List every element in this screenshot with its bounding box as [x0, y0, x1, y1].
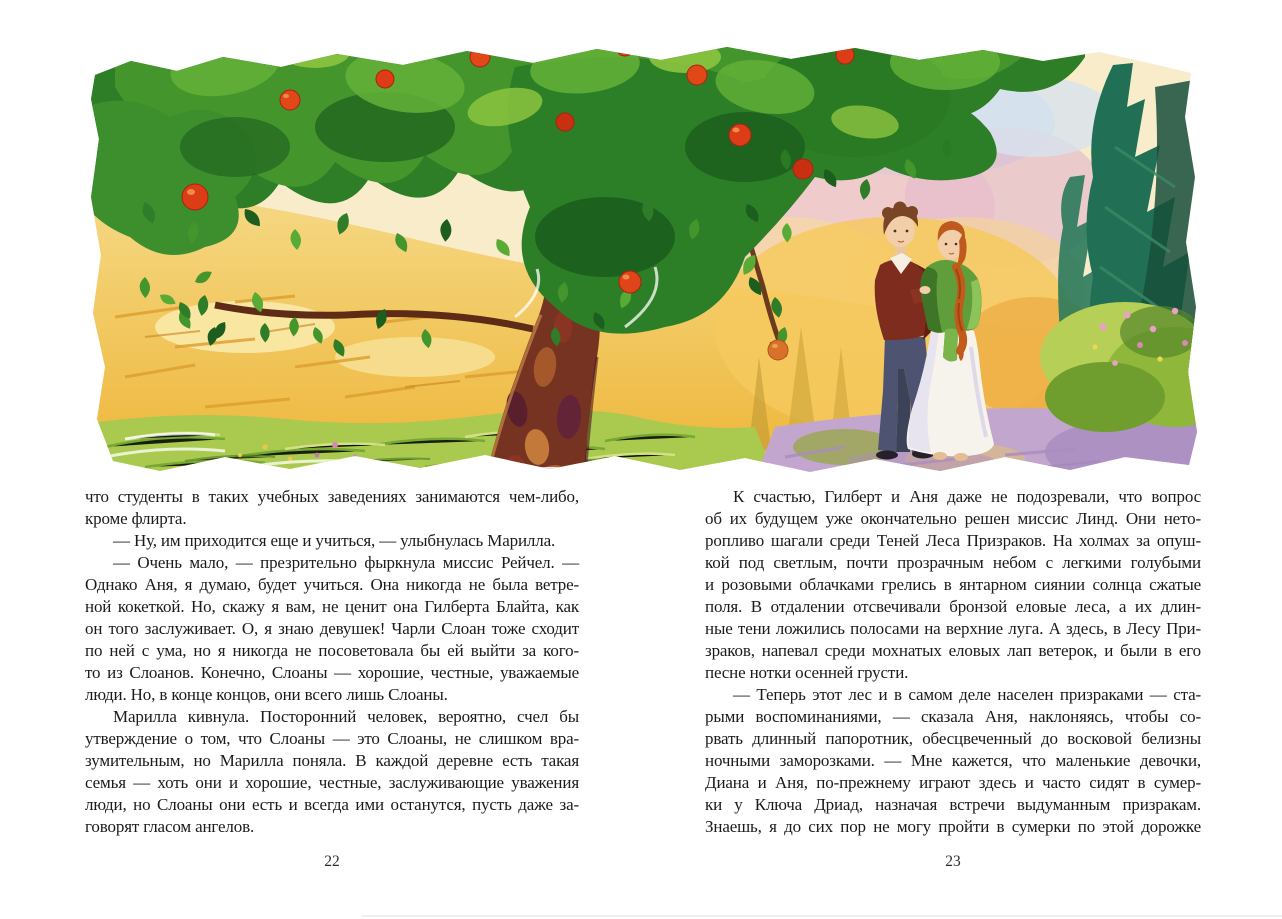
- text-line: Знаешь, я до сих пор не могу пройти в сумерки по этой дорожке: [705, 817, 1201, 836]
- text-line: рыми воспоминаниями, — сказала Аня, наклоняясь, чтобы со-: [705, 707, 1201, 726]
- text-line: ные тени ложились полосами на верхние луга. А здесь, в Лесу При-: [705, 619, 1201, 638]
- text-line: ки у Ключа Дриад, назначая встречи выдуманным призракам.: [705, 795, 1201, 814]
- text-line: говорят гласом ангелов.: [85, 817, 255, 836]
- page-22-text-column: [85, 486, 579, 838]
- text-line: об их будущем уже окончательно решен миссис Линд. Они нето-: [705, 509, 1201, 528]
- text-line: утверждение о том, что Слоаны — это Слоаны, не слишком вра-: [85, 729, 579, 748]
- page-23-text-column: [705, 486, 1201, 838]
- bottom-divider-line: [362, 915, 1282, 917]
- text-line: — Теперь этот лес и в самом деле населен призраками — ста-: [733, 685, 1201, 704]
- text-line: К счастью, Гилберт и Аня даже не подозревали, что вопрос: [733, 487, 1201, 506]
- text-line: по ней с ума, но я никогда не посоветовала бы ей выйти за кого-: [85, 641, 579, 660]
- text-line: кроме флирта.: [85, 509, 187, 528]
- paragraph: [705, 684, 1201, 838]
- text-line: зумительным, но Марилла поняла. В каждой деревне есть такая: [85, 751, 579, 770]
- watercolor-illustration: [85, 27, 1200, 479]
- text-line: и розовыми облачками грелись в янтарном сиянии солнца сжатые: [705, 575, 1201, 594]
- paragraph: [85, 530, 579, 552]
- text-line: то из Слоанов. Конечно, Слоаны — хорошие, честные, уважаемые: [85, 663, 579, 682]
- text-line: ной кокеткой. Но, скажу я вам, не ценит она Гилберта Блайта, как: [85, 597, 579, 616]
- text-line: ропливо шагали среди Теней Леса Призраков. На холмах за опуш-: [705, 531, 1201, 550]
- text-line: — Ну, им приходится еще и учиться, — улыбнулась Марилла.: [113, 531, 556, 550]
- text-line: ночными заморозками. — Мне кажется, что маленькие девочки,: [705, 751, 1201, 770]
- text-line: поля. В отдалении отсвечивали бронзой еловые леса, а их длин-: [705, 597, 1201, 616]
- text-line: песне нотки осенней грусти.: [705, 663, 909, 682]
- text-line: люди, но Слоаны они есть и всегда ими останутся, пусть даже за-: [85, 795, 579, 814]
- text-line: кой под светлым, почти прозрачным небом с легкими голубыми: [705, 553, 1201, 572]
- text-line: люди. Но, в конце концов, они всего лишь Слоаны.: [85, 685, 448, 704]
- paragraph: [705, 486, 1201, 684]
- page-number-23: 23: [945, 853, 961, 870]
- text-line: он того заслуживает. О, я знаю девушек! Чарли Слоан тоже сходит: [85, 619, 579, 638]
- paragraph: [85, 486, 579, 530]
- text-line: зраков, напевал среди мохнатых еловых лап ветерок, и были в его: [705, 641, 1201, 660]
- flowering-bush: [1040, 302, 1200, 479]
- text-line: семья — хоть они и хорошие, честные, заслуживающие уважения: [85, 773, 579, 792]
- text-line: что студенты в таких учебных заведениях занимаются чем-либо,: [85, 487, 579, 506]
- text-line: Диана и Аня, по-прежнему играют здесь и часто сидят в сумер-: [705, 773, 1201, 792]
- text-line: — Очень мало, — презрительно фыркнула миссис Рейчел. —: [113, 553, 579, 572]
- text-line: Однако Аня, я думаю, будет учиться. Она никогда не была ветре-: [85, 575, 579, 594]
- paragraph: [85, 706, 579, 838]
- page-number-22: 22: [324, 853, 340, 870]
- paragraph: [85, 552, 579, 706]
- text-line: рвать длинный папоротник, обесцвеченный до восковой белизны: [705, 729, 1201, 748]
- text-line: Марилла кивнула. Посторонний человек, вероятно, счел бы: [113, 707, 579, 726]
